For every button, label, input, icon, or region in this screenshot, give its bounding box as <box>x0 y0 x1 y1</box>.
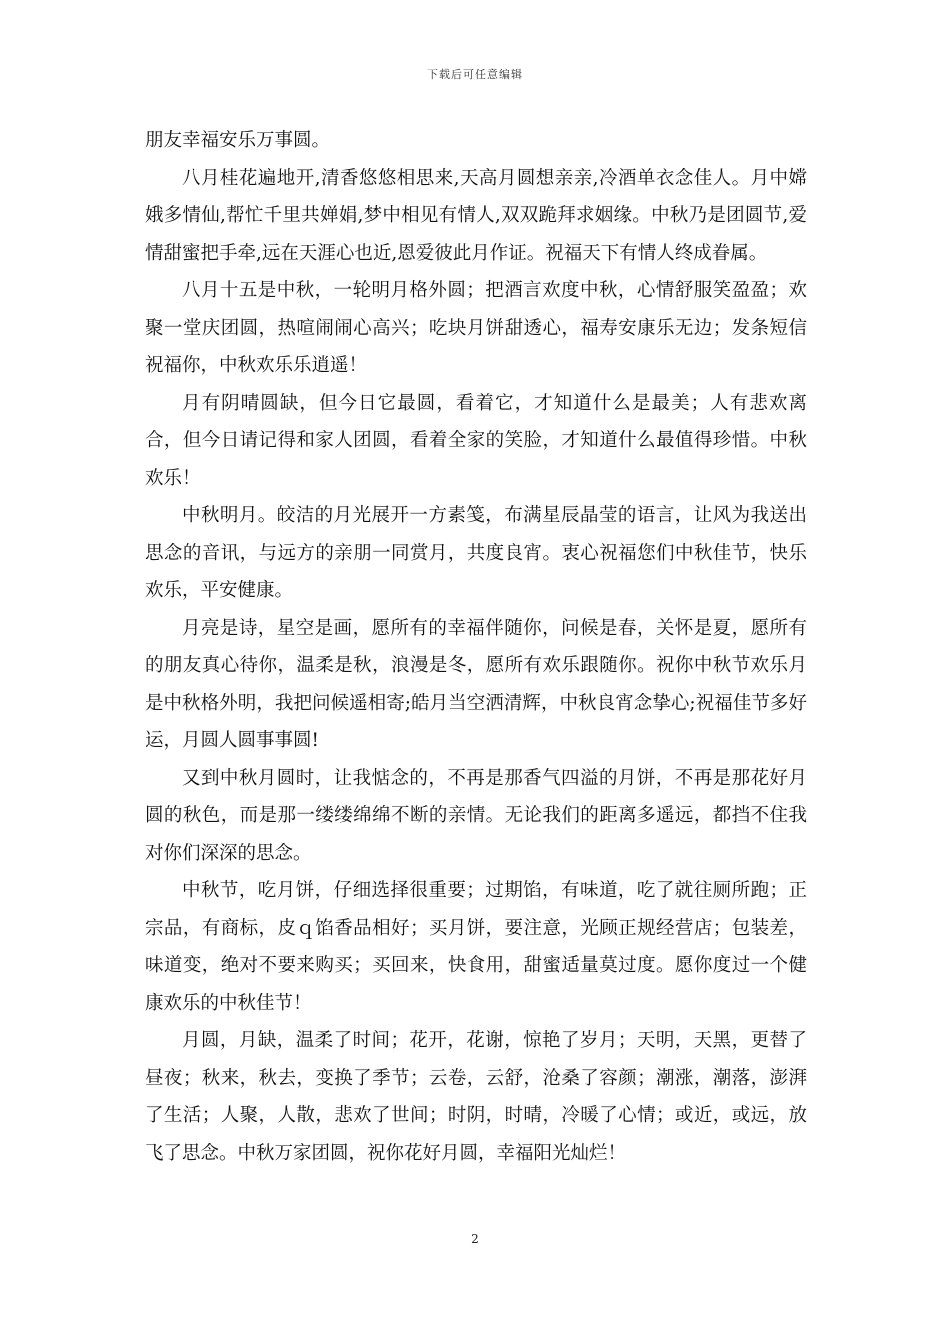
paragraph: 又到中秋月圆时，让我惦念的，不再是那香气四溢的月饼，不再是那花好月圆的秋色，而是那一缕缕绵绵不断的亲情。无论我们的距离多遥远，都挡不住我对你们深深的思念。 <box>145 767 807 864</box>
page-header: 下载后可任意编辑 <box>427 68 523 81</box>
paragraph: 月有阴晴圆缺，但今日它最圆，看着它，才知道什么是最美；人有悲欢离合，但今日请记得和家人团圆，看着全家的笑脸，才知道什么最值得珍惜。中秋欢乐！ <box>145 392 807 489</box>
paragraph: 月圆，月缺，温柔了时间；花开，花谢，惊艳了岁月；天明，天黑，更替了昼夜；秋来，秋去，变换了季节；云卷，云舒，沧桑了容颜；潮涨，潮落，澎湃了生活；人聚，人散，悲欢了世间；时阴，时晴，冷暖了心情；或近，或远，放飞了思念。中秋万家团圆，祝你花好月圆，幸福阳光灿烂！ <box>145 1030 807 1164</box>
paragraph: 月亮是诗，星空是画，愿所有的幸福伴随你，问候是春，关怀是夏，愿所有的朋友真心待你，温柔是秋，浪漫是冬，愿所有欢乐跟随你。祝你中秋节欢乐月是中秋格外明，我把问候遥相寄;皓月当空洒清辉，中秋良宵念挚心;祝福佳节多好运，月圆人圆事事圆! <box>145 617 807 751</box>
paragraph: 中秋节，吃月饼，仔细选择很重要；过期馅，有味道，吃了就往厕所跑；正宗品，有商标，皮ｑ馅香品相好；买月饼，要注意，光顾正规经营店；包装差，味道变，绝对不要来购买；买回来，快食用，甜蜜适量莫过度。愿你度过一个健康欢乐的中秋佳节！ <box>145 880 807 1014</box>
paragraph: 八月桂花遍地开,清香悠悠相思来,天高月圆想亲亲,冷酒单衣念佳人。月中嫦娥多情仙,帮忙千里共婵娟,梦中相见有情人,双双跪拜求姻缘。中秋乃是团圆节,爱情甜蜜把手牵,远在天涯心也近,恩爱彼此月作证。祝福天下有情人终成眷属。 <box>145 167 807 264</box>
paragraph-continuation: 朋友幸福安乐万事圆。 <box>145 130 331 151</box>
page-number: 2 <box>471 1232 479 1246</box>
document-body <box>145 122 807 1172</box>
paragraph: 中秋明月。皎洁的月光展开一方素笺，布满星辰晶莹的语言，让风为我送出思念的音讯，与远方的亲朋一同赏月，共度良宵。衷心祝福您们中秋佳节，快乐欢乐，平安健康。 <box>145 505 807 601</box>
paragraph: 八月十五是中秋，一轮明月格外圆；把酒言欢度中秋，心情舒服笑盈盈；欢聚一堂庆团圆，热喧闹闹心高兴；吃块月饼甜透心，福寿安康乐无边；发条短信祝福你，中秋欢乐乐逍遥！ <box>145 280 807 376</box>
